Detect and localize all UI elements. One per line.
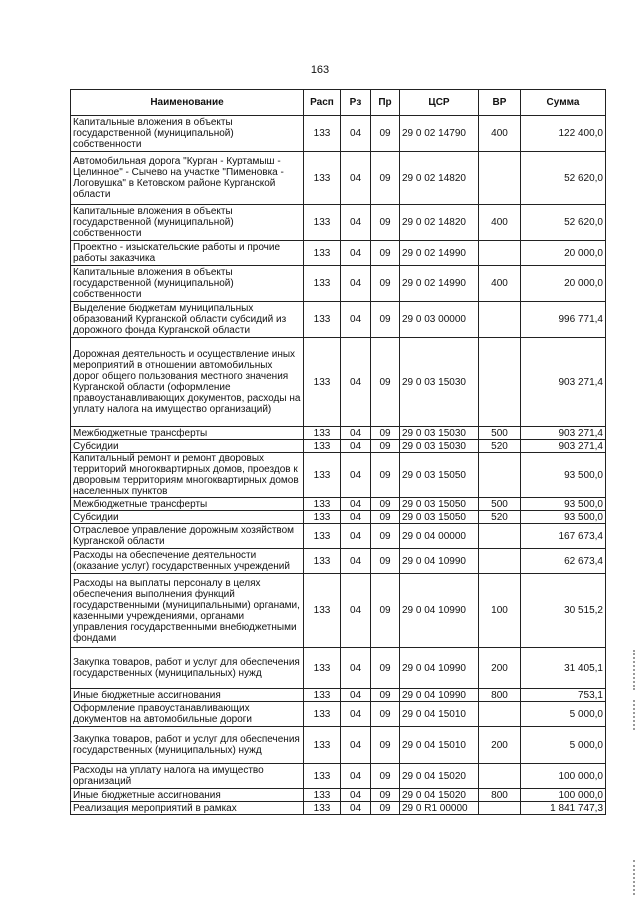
cell-sum: 996 771,4 [521, 302, 606, 338]
cell-name: Закупка товаров, работ и услуг для обеспечения государственных (муниципальных) нужд [71, 727, 304, 764]
cell-csr: 29 0 02 14820 [400, 205, 479, 241]
cell-name: Выделение бюджетам муниципальных образований Курганской области субсидий из дорожного фонда Курганской области [71, 302, 304, 338]
cell-sum: 903 271,4 [521, 427, 606, 440]
cell-vr: 200 [479, 727, 521, 764]
cell-pr: 09 [371, 440, 400, 453]
header-sum: Сумма [521, 90, 606, 116]
cell-vr: 800 [479, 689, 521, 702]
cell-pr: 09 [371, 152, 400, 205]
cell-pr: 09 [371, 453, 400, 498]
cell-pr: 09 [371, 648, 400, 689]
cell-sum: 1 841 747,3 [521, 802, 606, 815]
table-row [71, 498, 606, 511]
cell-csr: 29 0 04 10990 [400, 648, 479, 689]
header-csr: ЦСР [400, 90, 479, 116]
cell-vr: 520 [479, 511, 521, 524]
cell-pr: 09 [371, 498, 400, 511]
cell-name: Отраслевое управление дорожным хозяйством Курганской области [71, 524, 304, 549]
cell-sum: 30 515,2 [521, 574, 606, 648]
cell-vr [479, 802, 521, 815]
cell-sum: 5 000,0 [521, 727, 606, 764]
cell-csr: 29 0 04 10990 [400, 689, 479, 702]
cell-rasp: 133 [304, 266, 341, 302]
header-rz: Рз [341, 90, 371, 116]
cell-name: Расходы на уплату налога на имущество организаций [71, 764, 304, 789]
cell-rasp: 133 [304, 302, 341, 338]
table-body [71, 116, 606, 815]
table-row [71, 764, 606, 789]
table-row [71, 241, 606, 266]
cell-name: Проектно - изыскательские работы и прочие работы заказчика [71, 241, 304, 266]
cell-vr [479, 302, 521, 338]
cell-csr: 29 0 03 15050 [400, 498, 479, 511]
cell-name: Оформление правоустанавливающих документов на автомобильные дороги [71, 702, 304, 727]
cell-rasp: 133 [304, 648, 341, 689]
cell-rz: 04 [341, 702, 371, 727]
cell-rasp: 133 [304, 427, 341, 440]
cell-name: Капитальные вложения в объекты государственной (муниципальной) собственности [71, 266, 304, 302]
cell-pr: 09 [371, 524, 400, 549]
cell-rz: 04 [341, 338, 371, 427]
table-row [71, 338, 606, 427]
cell-rz: 04 [341, 266, 371, 302]
table-row [71, 440, 606, 453]
table-row [71, 511, 606, 524]
cell-sum: 93 500,0 [521, 498, 606, 511]
table-row [71, 702, 606, 727]
cell-sum: 903 271,4 [521, 440, 606, 453]
cell-sum: 100 000,0 [521, 764, 606, 789]
cell-name: Субсидии [71, 440, 304, 453]
cell-csr: 29 0 02 14990 [400, 266, 479, 302]
cell-rasp: 133 [304, 802, 341, 815]
cell-name: Межбюджетные трансферты [71, 498, 304, 511]
cell-rasp: 133 [304, 702, 341, 727]
cell-name: Автомобильная дорога "Курган - Куртамыш - Целинное" - Сычево на участке "Пименовка - Логовушка" в Кетовском районе Курганской области [71, 152, 304, 205]
cell-name: Расходы на обеспечение деятельности (оказание услуг) государственных учреждений [71, 549, 304, 574]
cell-vr [479, 241, 521, 266]
cell-sum: 52 620,0 [521, 152, 606, 205]
cell-rz: 04 [341, 440, 371, 453]
page-number: 163 [310, 64, 330, 76]
cell-rz: 04 [341, 764, 371, 789]
cell-rz: 04 [341, 302, 371, 338]
cell-csr: 29 0 03 15050 [400, 453, 479, 498]
cell-rz: 04 [341, 689, 371, 702]
table-row [71, 152, 606, 205]
cell-rz: 04 [341, 727, 371, 764]
cell-rasp: 133 [304, 152, 341, 205]
cell-pr: 09 [371, 116, 400, 152]
cell-vr: 200 [479, 648, 521, 689]
cell-pr: 09 [371, 549, 400, 574]
cell-sum: 62 673,4 [521, 549, 606, 574]
header-rasp: Расп [304, 90, 341, 116]
cell-sum: 93 500,0 [521, 453, 606, 498]
cell-vr: 400 [479, 116, 521, 152]
cell-sum: 20 000,0 [521, 241, 606, 266]
table-row [71, 689, 606, 702]
cell-pr: 09 [371, 764, 400, 789]
cell-pr: 09 [371, 802, 400, 815]
cell-rz: 04 [341, 205, 371, 241]
cell-csr: 29 0 03 15030 [400, 440, 479, 453]
table-row [71, 727, 606, 764]
table-row [71, 453, 606, 498]
cell-rasp: 133 [304, 727, 341, 764]
cell-pr: 09 [371, 241, 400, 266]
cell-name: Реализация мероприятий в рамках [71, 802, 304, 815]
cell-rasp: 133 [304, 453, 341, 498]
table-row [71, 789, 606, 802]
cell-rasp: 133 [304, 511, 341, 524]
cell-name: Иные бюджетные ассигнования [71, 789, 304, 802]
cell-rasp: 133 [304, 764, 341, 789]
cell-vr: 400 [479, 205, 521, 241]
cell-name: Межбюджетные трансферты [71, 427, 304, 440]
cell-rz: 04 [341, 427, 371, 440]
cell-sum: 93 500,0 [521, 511, 606, 524]
cell-rz: 04 [341, 549, 371, 574]
cell-pr: 09 [371, 511, 400, 524]
cell-vr: 100 [479, 574, 521, 648]
cell-rz: 04 [341, 116, 371, 152]
table-row [71, 802, 606, 815]
cell-sum: 52 620,0 [521, 205, 606, 241]
cell-name: Закупка товаров, работ и услуг для обеспечения государственных (муниципальных) нужд [71, 648, 304, 689]
cell-pr: 09 [371, 205, 400, 241]
cell-pr: 09 [371, 427, 400, 440]
cell-vr: 400 [479, 266, 521, 302]
cell-rasp: 133 [304, 574, 341, 648]
cell-name: Расходы на выплаты персоналу в целях обеспечения выполнения функций государственными (муниципальными) органами, казенными учреждениями, органами управления государственными внебюджетными фондами [71, 574, 304, 648]
cell-rasp: 133 [304, 241, 341, 266]
cell-name: Капитальный ремонт и ремонт дворовых территорий многоквартирных домов, проездов к дворовым территориям многоквартирных домов населенных пунктов [71, 453, 304, 498]
cell-csr: 29 0 04 15020 [400, 789, 479, 802]
cell-pr: 09 [371, 574, 400, 648]
cell-rz: 04 [341, 498, 371, 511]
cell-vr [479, 338, 521, 427]
cell-sum: 20 000,0 [521, 266, 606, 302]
cell-csr: 29 0 02 14820 [400, 152, 479, 205]
cell-csr: 29 0 02 14990 [400, 241, 479, 266]
cell-pr: 09 [371, 727, 400, 764]
cell-csr: 29 0 03 00000 [400, 302, 479, 338]
cell-rz: 04 [341, 802, 371, 815]
cell-rasp: 133 [304, 498, 341, 511]
cell-rasp: 133 [304, 524, 341, 549]
cell-name: Дорожная деятельность и осуществление иных мероприятий в отношении автомобильных дорог общего пользования местного значения Курганской области (оформление правоустанавливающих документов, расходы на уплату налога на имущество организаций) [71, 338, 304, 427]
cell-csr: 29 0 04 10990 [400, 549, 479, 574]
cell-rz: 04 [341, 648, 371, 689]
cell-rz: 04 [341, 524, 371, 549]
cell-rz: 04 [341, 574, 371, 648]
cell-sum: 5 000,0 [521, 702, 606, 727]
cell-csr: 29 0 04 00000 [400, 524, 479, 549]
cell-sum: 31 405,1 [521, 648, 606, 689]
table-row [71, 116, 606, 152]
cell-pr: 09 [371, 338, 400, 427]
cell-pr: 09 [371, 266, 400, 302]
budget-table [70, 89, 606, 815]
cell-sum: 100 000,0 [521, 789, 606, 802]
cell-rasp: 133 [304, 689, 341, 702]
cell-csr: 29 0 04 10990 [400, 574, 479, 648]
table-row [71, 427, 606, 440]
cell-vr [479, 453, 521, 498]
cell-csr: 29 0 04 15020 [400, 764, 479, 789]
scan-edge-marks [633, 700, 638, 730]
cell-rasp: 133 [304, 549, 341, 574]
header-name: Наименование [71, 90, 304, 116]
cell-vr: 500 [479, 498, 521, 511]
table-header-row [71, 90, 606, 116]
scan-edge-marks [633, 650, 638, 690]
header-pr: Пр [371, 90, 400, 116]
cell-csr: 29 0 02 14790 [400, 116, 479, 152]
table-row [71, 302, 606, 338]
cell-vr [479, 549, 521, 574]
cell-name: Капитальные вложения в объекты государственной (муниципальной) собственности [71, 205, 304, 241]
cell-vr [479, 764, 521, 789]
cell-rz: 04 [341, 511, 371, 524]
scan-edge-marks [633, 860, 638, 895]
cell-csr: 29 0 03 15050 [400, 511, 479, 524]
header-vr: ВР [479, 90, 521, 116]
cell-rz: 04 [341, 453, 371, 498]
cell-csr: 29 0 R1 00000 [400, 802, 479, 815]
cell-vr [479, 152, 521, 205]
cell-name: Субсидии [71, 511, 304, 524]
cell-rasp: 133 [304, 338, 341, 427]
table-row [71, 205, 606, 241]
cell-rasp: 133 [304, 205, 341, 241]
cell-csr: 29 0 04 15010 [400, 727, 479, 764]
cell-csr: 29 0 04 15010 [400, 702, 479, 727]
cell-rz: 04 [341, 789, 371, 802]
cell-vr: 520 [479, 440, 521, 453]
cell-sum: 903 271,4 [521, 338, 606, 427]
table-row [71, 574, 606, 648]
cell-rz: 04 [341, 152, 371, 205]
cell-name: Иные бюджетные ассигнования [71, 689, 304, 702]
cell-csr: 29 0 03 15030 [400, 338, 479, 427]
cell-name: Капитальные вложения в объекты государственной (муниципальной) собственности [71, 116, 304, 152]
table-row [71, 524, 606, 549]
cell-sum: 122 400,0 [521, 116, 606, 152]
table-row [71, 549, 606, 574]
cell-pr: 09 [371, 702, 400, 727]
cell-rz: 04 [341, 241, 371, 266]
cell-rasp: 133 [304, 789, 341, 802]
cell-rasp: 133 [304, 116, 341, 152]
table-row [71, 648, 606, 689]
cell-vr [479, 702, 521, 727]
cell-vr: 800 [479, 789, 521, 802]
cell-rasp: 133 [304, 440, 341, 453]
cell-pr: 09 [371, 789, 400, 802]
cell-sum: 167 673,4 [521, 524, 606, 549]
cell-pr: 09 [371, 689, 400, 702]
cell-vr [479, 524, 521, 549]
cell-sum: 753,1 [521, 689, 606, 702]
cell-csr: 29 0 03 15030 [400, 427, 479, 440]
cell-vr: 500 [479, 427, 521, 440]
cell-pr: 09 [371, 302, 400, 338]
table-row [71, 266, 606, 302]
